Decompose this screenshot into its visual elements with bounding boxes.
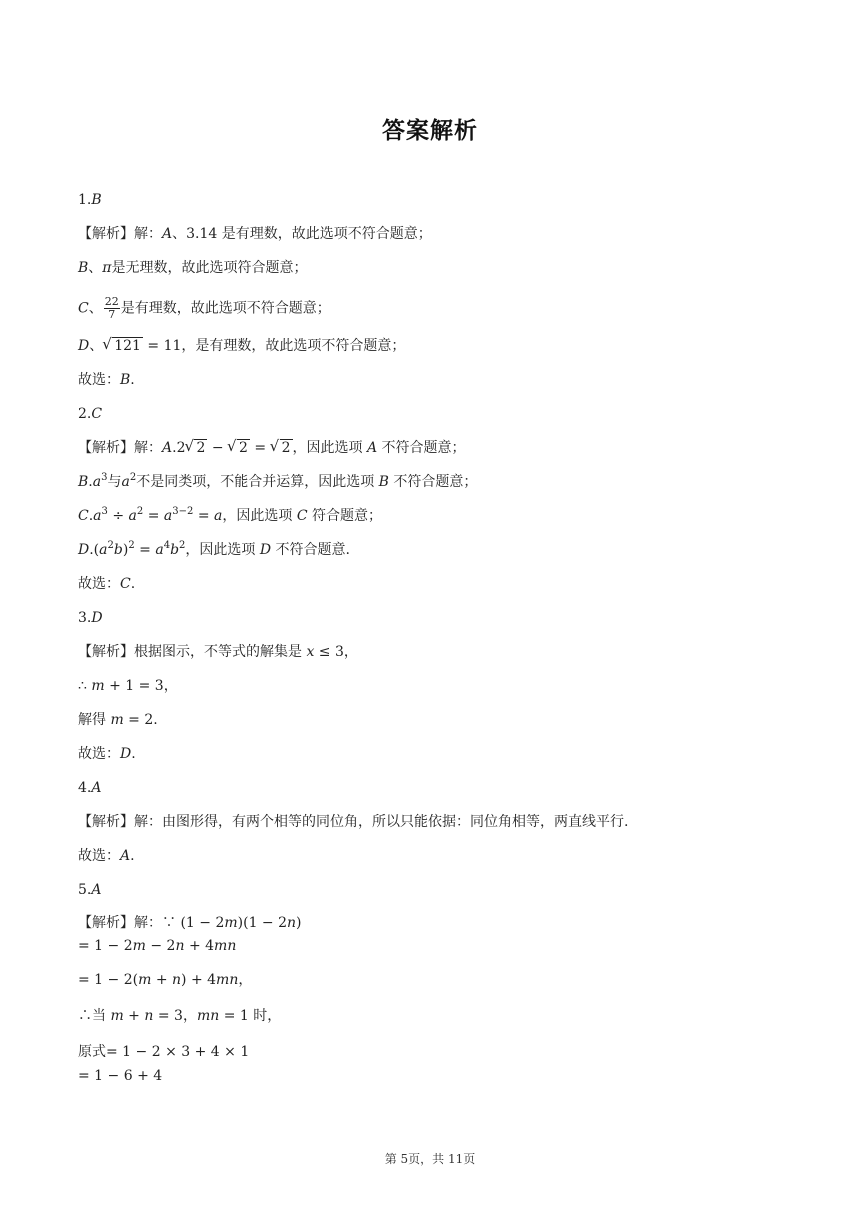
- q4-line-1: 【解析】解：由图形得，有两个相等的同位角，所以只能依据：同位角相等，两直线平行.: [78, 814, 629, 830]
- q5-line-3: = 1 − 2(m + n) + 4mn，: [78, 972, 253, 988]
- page-title: 答案解析: [382, 118, 478, 144]
- q1-header: 1.B: [78, 192, 102, 208]
- sqrt: √ 2: [271, 438, 293, 458]
- q3-line-1: 【解析】根据图示，不等式的解集是 x ≤ 3，: [78, 644, 358, 660]
- sqrt: √ 2: [228, 438, 250, 458]
- q3-line-2: ∴ m + 1 = 3，: [78, 678, 178, 694]
- q4-header: 4.A: [78, 780, 102, 796]
- q5-line-6: = 1 − 6 + 4: [78, 1068, 163, 1084]
- q2-line-2: $B.a^3$与$a^2$不是同类项，不能合并运算，因此选项 B 不符合题意；: [78, 472, 478, 490]
- q2-line-4: $D.(a^2b)^2 = a^4b^2$，因此选项 D 不符合题意.: [78, 540, 351, 558]
- q1-line-1: 【解析】解：A、3.14 是有理数，故此选项不符合题意；: [78, 226, 432, 242]
- q2-line-1: 【解析】解：A.2√ 2 − √ 2 = √ 2 ，因此选项 A 不符合题意；: [78, 438, 466, 458]
- q4-line-2: 故选：A.: [78, 848, 135, 864]
- q1-line-5: 故选：B.: [78, 372, 135, 388]
- q1-line-3: C、 $\frac{22}{7}$ 是有理数，故此选项不符合题意；: [78, 295, 331, 321]
- q5-header: 5.A: [78, 882, 102, 898]
- q2-line-3: $C.a^3 \div a^2 = a^{3-2} = a$，因此选项 C 符合题意；: [78, 506, 383, 524]
- q3-line-4: 故选：D.: [78, 746, 136, 762]
- q5-line-4: ∴当 m + n = 3，mn = 1 时，: [78, 1008, 282, 1024]
- q1-line-2: B、π是无理数，故此选项符合题意；: [78, 260, 308, 276]
- q2-line-5: 故选：C.: [78, 576, 136, 592]
- q5-line-5: 原式= 1 − 2 × 3 + 4 × 1: [78, 1044, 250, 1060]
- q2-header: 2.C: [78, 406, 103, 422]
- sqrt: √ 2: [185, 438, 207, 458]
- sqrt: √ 121: [103, 336, 143, 356]
- q5-line-2: = 1 − 2m − 2n + 4mn: [78, 938, 237, 954]
- q5-line-1: 【解析】解：∵ (1 − 2m)(1 − 2n): [78, 915, 302, 931]
- page-footer: 第 5页，共 11页: [384, 1152, 476, 1166]
- q3-line-3: 解得 m = 2.: [78, 712, 158, 728]
- q3-header: 3.D: [78, 610, 103, 626]
- fraction: $\frac{22}{7}$: [104, 295, 119, 321]
- q1-line-4: D、√ 121 = 11，是有理数，故此选项不符合题意；: [78, 336, 405, 356]
